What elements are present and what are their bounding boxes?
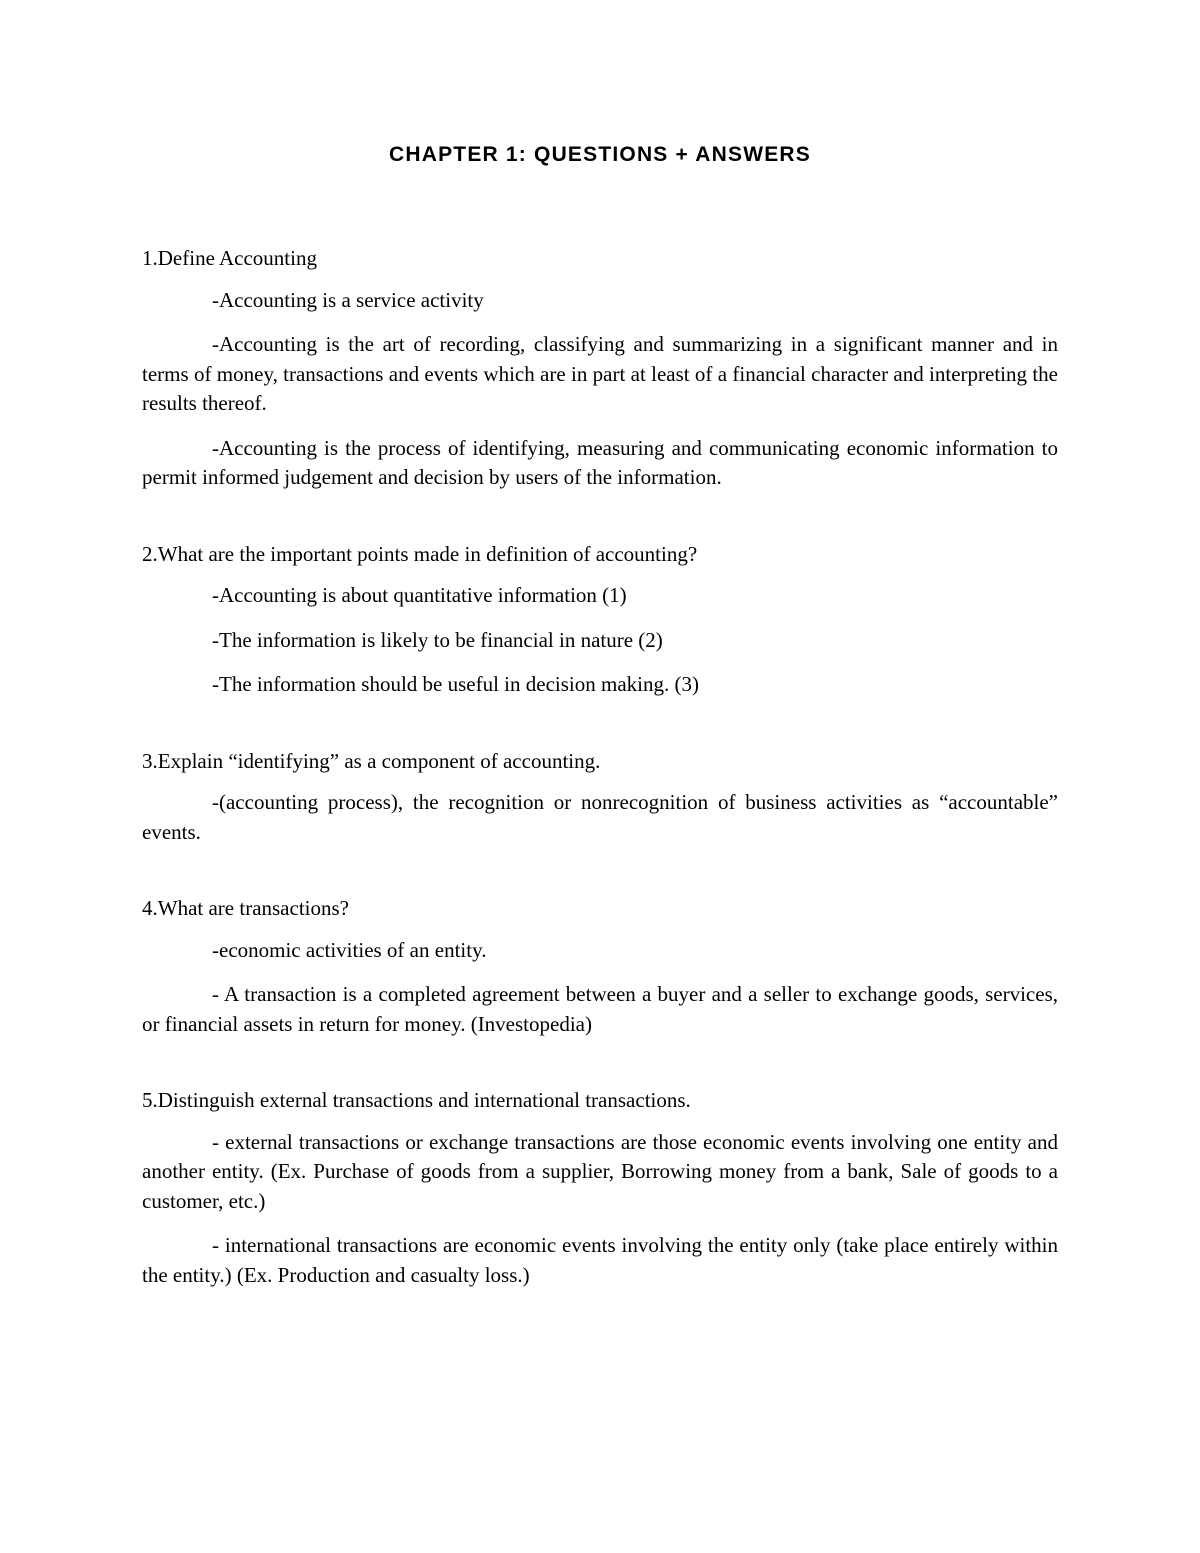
question-4: 4.What are transactions?	[142, 896, 349, 920]
question-2: 2.What are the important points made in definition of accounting?	[142, 541, 698, 566]
answer-1-3: -Accounting is the process of identifying, measuring and communicating economic information to permit informed judgement and decision by users of the information.	[142, 435, 1058, 489]
question-1: 1.Define Accounting	[142, 246, 317, 270]
answer-4-2: - A transaction is a completed agreement between a buyer and a seller to exchange goods, services, or financial assets in return for money. (Investopedia)	[142, 982, 1058, 1036]
qa-section-5	[142, 1086, 1058, 1290]
question-3: 3.Explain “identifying” as a component of accounting.	[142, 748, 601, 773]
page-title: CHAPTER 1: QUESTIONS + ANSWERS	[388, 143, 812, 166]
qa-section-2	[142, 540, 1058, 700]
answer-2-2: -The information is likely to be financial in nature (2)	[212, 627, 663, 652]
answer-4-1: -economic activities of an entity.	[212, 937, 487, 962]
answer-3-1: -(accounting process), the recognition or nonrecognition of business activities as “accountable” events.	[142, 790, 1058, 844]
answer-2-1: -Accounting is about quantitative information (1)	[212, 583, 627, 607]
answer-1-2: -Accounting is the art of recording, classifying and summarizing in a significant manner and in terms of money, transactions and events which are in part at least of a financial character and interpreting the results thereof.	[142, 332, 1058, 415]
answer-2-3: -The information should be useful in decision making. (3)	[212, 672, 699, 696]
qa-section-4	[142, 894, 1058, 1039]
document-body	[142, 244, 1058, 1337]
answer-5-1: - external transactions or exchange transactions are those economic events involving one entity and another entity. (Ex. Purchase of goods from a supplier, Borrowing money from a bank, Sale of goods to a customer, etc.)	[142, 1129, 1058, 1213]
qa-section-1	[142, 244, 1058, 493]
answer-1-1: -Accounting is a service activity	[212, 287, 484, 312]
qa-section-3	[142, 747, 1058, 848]
answer-5-2: - international transactions are economic events involving the entity only (take place entirely within the entity.) (Ex. Production and casualty loss.)	[142, 1233, 1058, 1287]
question-5: 5.Distinguish external transactions and international transactions.	[142, 1088, 691, 1112]
